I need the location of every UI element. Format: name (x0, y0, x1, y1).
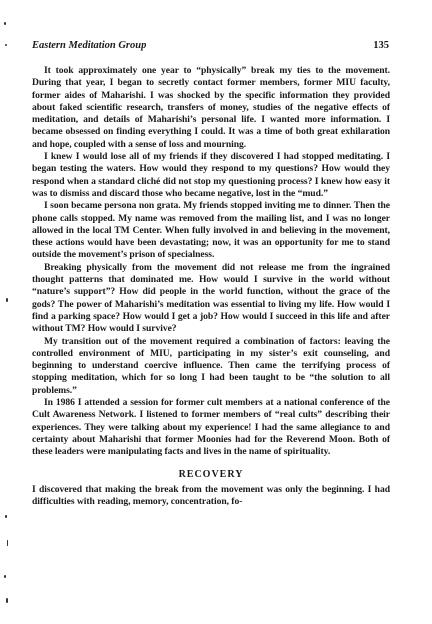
running-title: Eastern Meditation Group (32, 40, 147, 51)
page-number: 135 (373, 40, 389, 51)
paragraph-3: I soon became persona non grata. My friends stopped inviting me to dinner. Then the phone calls stopped. My name was removed from the mailing list, and I was no longer allowed in the local TM Center. When fully involved in and believing in the movement, these actions would have been devastating; now, it was an opportunity for me to stand outside the movement’s prison of specialness. (32, 200, 390, 261)
section-heading: RECOVERY (178, 468, 244, 480)
book-page (32, 40, 390, 508)
scan-margin-marks (0, 0, 14, 624)
section-paragraph: I discovered that making the break from the movement was only the beginning. I had difficulties with reading, memory, concentration, fo- (32, 483, 390, 507)
paragraph-5: My transition out of the movement required a combination of factors: leaving the controlled environment of MIU, participating in my sister’s exit counseling, and beginning to understand coercive influence. Then came the terrifying process of stopping meditation, which for so long I had been taught to be “the solution to all problems.” (32, 335, 390, 396)
paragraph-6: In 1986 I attended a session for former cult members at a national conference of the Cult Awareness Network. I listened to former members of “real cults” describing their experiences. They were talking about my experience! I had the same allegiance to and certainty about Maharishi that former Moonies had for the Reverend Moon. Both of these leaders were manipulating facts and lives in the name of spirituality. (32, 397, 390, 458)
paragraph-2: I knew I would lose all of my friends if they discovered I had stopped meditating. I began testing the waters. How would they respond to my questions? How would they respond when a standard cliché did not stop my questioning process? I knew how easy it was to dismiss and discard those who became negative, lost in the “mud.” (32, 151, 390, 199)
running-head (32, 40, 390, 51)
paragraph-1: It took approximately one year to “physically” break my ties to the movement. During that year, I began to secretly contact former members, former MIU faculty, former aides of Maharishi. I was shocked by the specific information they provided about faked scientific research, transfers of money, studies of the negative effects of meditation, and details of Maharishi’s personal life. I wanted more information. I became obsessed on finding everything I could. It was a time of both great exhilaration and hope, coupled with a sense of loss and mourning. (32, 65, 390, 150)
body-text (32, 65, 390, 459)
paragraph-4: Breaking physically from the movement did not release me from the ingrained thought patterns that dominated me. How would I survive in the world without “nature’s support”? How did people in the world function, without the grace of the gods? The power of Maharishi’s meditation was essential to living my life. How would I find a parking space? How would I get a job? How would I succeed in this life and after without TM? How would I survive? (32, 261, 390, 335)
